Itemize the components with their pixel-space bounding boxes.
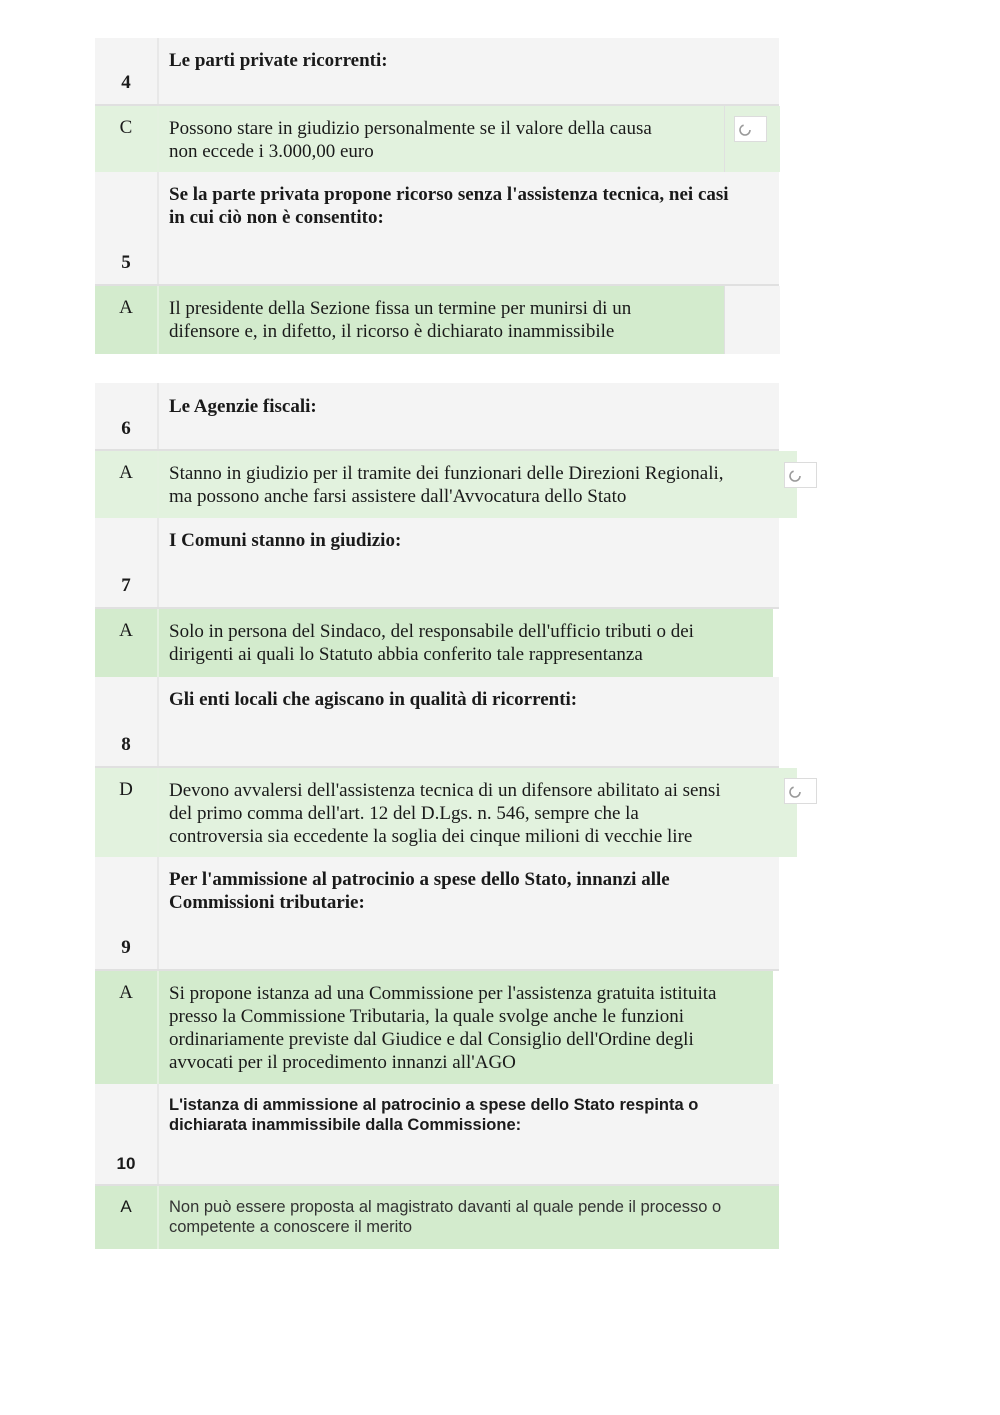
column-divider <box>157 609 159 677</box>
answer-letter: A <box>119 462 133 483</box>
question-number: 9 <box>121 937 131 958</box>
answer-letter: A <box>120 1197 132 1216</box>
answer-checkbox[interactable] <box>784 778 817 804</box>
answer-letter: A <box>119 297 133 318</box>
question-line: in cui ciò non è consentito: <box>169 207 384 228</box>
question-number: 6 <box>121 418 131 439</box>
radio-spinner-icon <box>738 123 752 137</box>
answer-line: Possono stare in giudizio personalmente se il valore della causa <box>169 118 652 139</box>
answer-line: competente a conoscere il merito <box>169 1218 413 1236</box>
answer-letter: D <box>119 779 133 800</box>
question-row-8 <box>95 677 779 768</box>
column-divider <box>157 38 159 104</box>
answer-row-4 <box>95 106 779 172</box>
question-number: 8 <box>121 734 131 755</box>
question-text <box>169 183 729 229</box>
answer-line: controversia sia eccedente la soglia dei cinque milioni di vecchie lire <box>169 826 693 847</box>
answer-text <box>169 982 716 1074</box>
question-text: Le parti private ricorrenti: <box>169 50 388 71</box>
answer-line: del primo comma dell'art. 12 del D.Lgs. n. 546, sempre che la <box>169 803 639 824</box>
question-line: L'istanza di ammissione al patrocinio a spese dello Stato respinta o <box>169 1096 699 1114</box>
answer-row-9 <box>95 971 773 1084</box>
radio-spinner-icon <box>788 785 802 799</box>
answer-line: non eccede i 3.000,00 euro <box>169 141 374 162</box>
answer-line: Devono avvalersi dell'assistenza tecnica di un difensore abilitato ai sensi <box>169 780 721 801</box>
radio-spinner-icon <box>788 469 802 483</box>
answer-text <box>169 117 652 163</box>
question-number: 4 <box>121 72 131 93</box>
question-text: Le Agenzie fiscali: <box>169 396 317 417</box>
answer-text <box>169 779 721 848</box>
answer-line: Solo in persona del Sindaco, del responsabile dell'ufficio tributi o dei <box>169 621 694 642</box>
column-divider <box>157 677 159 766</box>
answer-line: avvocati per il procedimento innanzi all'AGO <box>169 1052 516 1073</box>
answer-row-8 <box>95 768 797 857</box>
answer-row-5 <box>95 286 779 354</box>
answer-line: difensore e, in difetto, il ricorso è dichiarato inammissibile <box>169 321 615 342</box>
question-block-1 <box>95 38 779 354</box>
answer-letter: C <box>119 117 133 138</box>
question-block-2 <box>95 383 779 1249</box>
question-row-5 <box>95 172 779 286</box>
answer-checkbox[interactable] <box>734 116 767 142</box>
question-number: 10 <box>116 1154 136 1173</box>
answer-row-6 <box>95 451 797 518</box>
question-number: 7 <box>121 575 131 596</box>
column-divider <box>157 971 159 1084</box>
answer-line: ordinariamente previste dal Giudice e dal Consiglio dell'Ordine degli <box>169 1029 694 1050</box>
answer-line: dirigenti ai quali lo Statuto abbia conferito tale rappresentanza <box>169 644 643 665</box>
answer-text <box>169 1197 721 1237</box>
column-divider <box>157 857 159 969</box>
column-divider <box>157 1186 159 1249</box>
answer-text <box>169 462 724 508</box>
answer-row-10 <box>95 1186 779 1249</box>
answer-line: presso la Commissione Tributaria, la quale svolge anche le funzioni <box>169 1006 685 1027</box>
answer-line: Si propone istanza ad una Commissione per l'assistenza gratuita istituita <box>169 983 717 1004</box>
answer-letter: A <box>119 620 133 641</box>
column-divider <box>157 768 159 857</box>
column-divider <box>157 1084 159 1184</box>
question-line: dichiarata inammissibile dalla Commissione: <box>169 1116 522 1134</box>
answer-line: Non può essere proposta al magistrato davanti al quale pende il processo o <box>169 1198 722 1216</box>
column-divider <box>157 286 159 354</box>
question-row-10 <box>95 1084 779 1186</box>
column-divider <box>157 383 159 449</box>
question-text: Gli enti locali che agiscano in qualità di ricorrenti: <box>169 689 578 710</box>
column-divider <box>157 451 159 518</box>
question-text <box>169 868 670 914</box>
answer-text <box>169 620 694 666</box>
question-row-9 <box>95 857 779 971</box>
answer-text <box>169 297 631 343</box>
question-row-4 <box>95 38 779 106</box>
answer-check-cell <box>724 286 780 354</box>
answer-line: Stanno in giudizio per il tramite dei funzionari delle Direzioni Regionali, <box>169 463 724 484</box>
answer-line: ma possono anche farsi assistere dall'Avvocatura dello Stato <box>169 486 627 507</box>
question-text <box>169 1095 698 1135</box>
answer-letter: A <box>119 982 133 1003</box>
question-text: I Comuni stanno in giudizio: <box>169 530 402 551</box>
answer-row-7 <box>95 609 773 677</box>
column-divider <box>157 172 159 284</box>
answer-line: Il presidente della Sezione fissa un termine per munirsi di un <box>169 298 632 319</box>
column-divider <box>157 518 159 607</box>
question-line: Commissioni tributarie: <box>169 892 365 913</box>
question-row-7 <box>95 518 779 609</box>
answer-checkbox[interactable] <box>784 462 817 488</box>
question-line: Per l'ammissione al patrocinio a spese dello Stato, innanzi alle <box>169 869 670 890</box>
question-number: 5 <box>121 252 131 273</box>
question-line: Se la parte privata propone ricorso senza l'assistenza tecnica, nei casi <box>169 184 729 205</box>
column-divider <box>157 106 159 172</box>
question-row-6 <box>95 383 779 451</box>
